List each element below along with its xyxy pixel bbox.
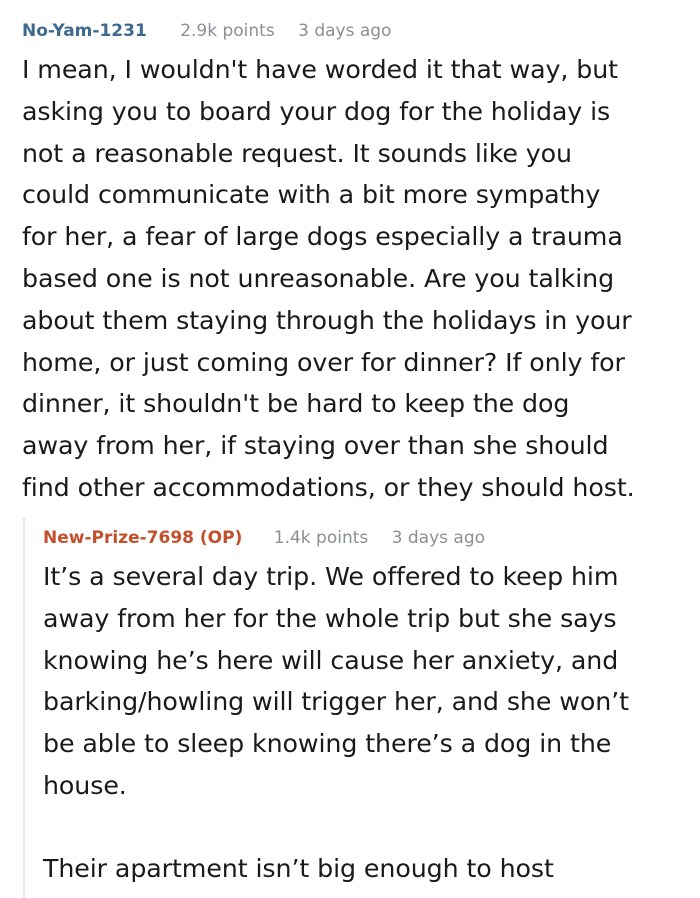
comment-author-link[interactable]: No-Yam-1231	[22, 21, 147, 41]
comment-timestamp[interactable]: 3 days ago	[298, 21, 392, 41]
reply-line: barking/howling will trigger her, and she won’t	[43, 687, 629, 717]
comment-line: could communicate with a bit more sympathy	[22, 180, 601, 210]
reply-line: be able to sleep knowing there’s a dog in the	[43, 729, 612, 759]
comment-line: not a reasonable request. It sounds like you	[22, 138, 572, 168]
reply-line: It’s a several day trip. We offered to keep him	[43, 562, 619, 591]
comment-line: home, or just coming over for dinner? If only for	[22, 347, 625, 377]
comment-line: asking you to board your dog for the holiday is	[22, 96, 611, 126]
comment-line: for her, a fear of large dogs especially a trauma	[22, 222, 623, 252]
comment-line: about them staying through the holidays in your	[22, 305, 632, 335]
reply-author-link[interactable]: New-Prize-7698 (OP)	[43, 528, 243, 548]
comment-line: find other accommodations, or they should host.	[22, 472, 635, 502]
comment-line: away from her, if staying over than she should	[22, 431, 609, 461]
comment-points: 2.9k points	[180, 21, 275, 41]
reply-thread-line[interactable]	[23, 518, 25, 898]
reply-meta	[43, 526, 485, 550]
comment-body	[22, 49, 692, 509]
comment-meta	[22, 19, 391, 43]
comment-line: based one is not unreasonable. Are you talking	[22, 263, 615, 293]
reply-line: away from her for the whole trip but she says	[43, 603, 617, 633]
reply-timestamp[interactable]: 3 days ago	[391, 528, 486, 548]
reply-line: knowing he’s here will cause her anxiety, and	[43, 645, 619, 675]
reply-points: 1.4k points	[273, 528, 369, 548]
reply-line: house.	[43, 770, 127, 800]
reply-paragraph-2: Their apartment isn’t big enough to host	[43, 854, 554, 883]
reply-body	[43, 556, 693, 883]
comment-line: I mean, I wouldn't have worded it that way, but	[22, 55, 618, 84]
comment-line: dinner, it shouldn't be hard to keep the dog	[22, 389, 570, 419]
